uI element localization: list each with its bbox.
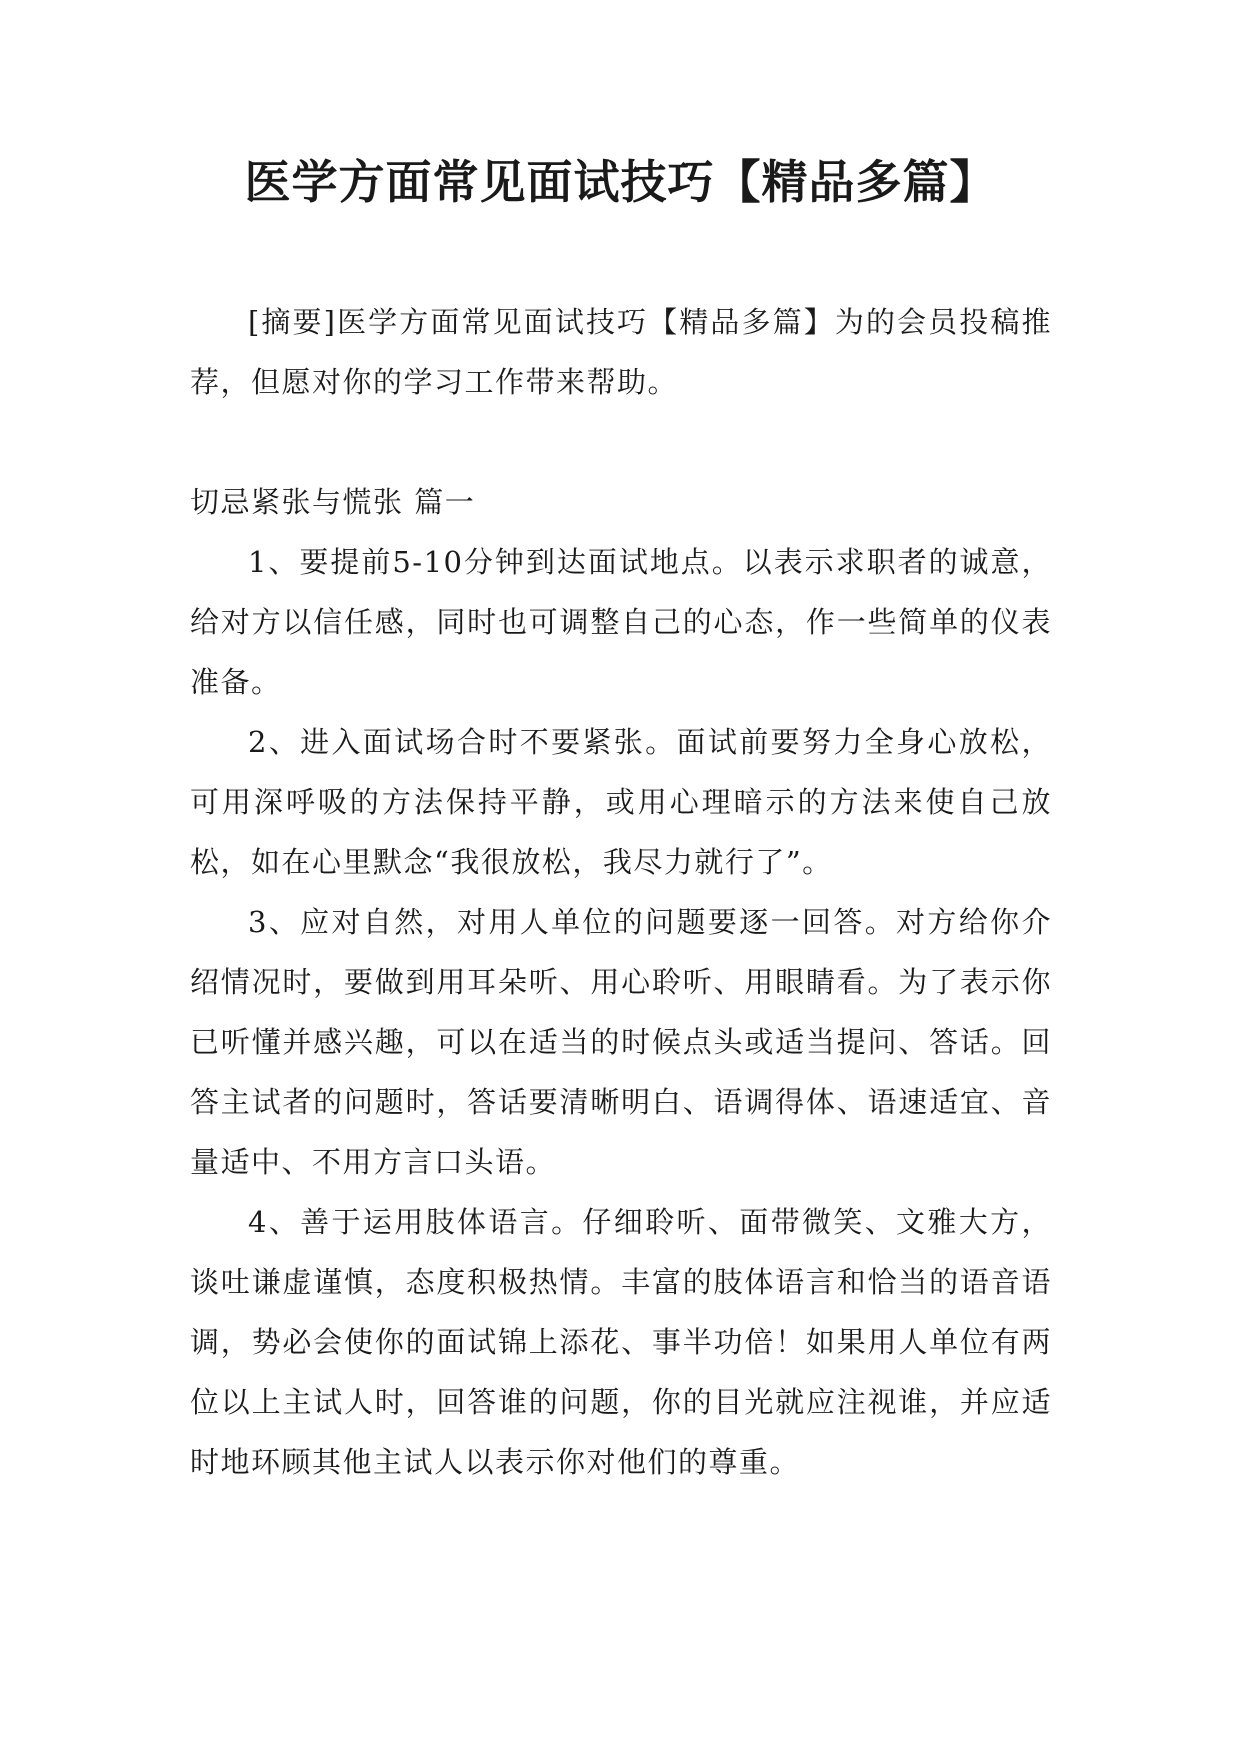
body-paragraph: 1、要提前5-10分钟到达面试地点。以表示求职者的诚意，给对方以信任感，同时也可调整自己的心态，作一些简单的仪表准备。 bbox=[190, 545, 1052, 699]
document-body bbox=[190, 292, 1052, 1492]
body-paragraph: 2、进入面试场合时不要紧张。面试前要努力全身心放松，可用深呼吸的方法保持平静，或用心理暗示的方法来使自己放松，如在心里默念“我很放松，我尽力就行了”。 bbox=[190, 725, 1052, 879]
abstract-paragraph: [摘要]医学方面常见面试技巧【精品多篇】为的会员投稿推荐，但愿对你的学习工作带来帮助。 bbox=[190, 305, 1052, 399]
body-paragraph: 4、善于运用肢体语言。仔细聆听、面带微笑、文雅大方，谈吐谦虚谨慎，态度积极热情。丰富的肢体语言和恰当的语音语调，势必会使你的面试锦上添花、事半功倍！如果用人单位有两位以上主试人时，回答谁的问题，你的目光就应注视谁，并应适时地环顾其他主试人以表示你对他们的尊重。 bbox=[190, 1205, 1052, 1479]
page-title: 医学方面常见面试技巧【精品多篇】 bbox=[244, 155, 997, 209]
body-paragraph: 3、应对自然，对用人单位的问题要逐一回答。对方给你介绍情况时，要做到用耳朵听、用心聆听、用眼睛看。为了表示你已听懂并感兴趣，可以在适当的时候点头或适当提问、答话。回答主试者的问题时，答话要清晰明白、语调得体、语速适宜、音量适中、不用方言口头语。 bbox=[190, 905, 1052, 1179]
section-heading: 切忌紧张与慌张 篇一 bbox=[190, 485, 476, 519]
